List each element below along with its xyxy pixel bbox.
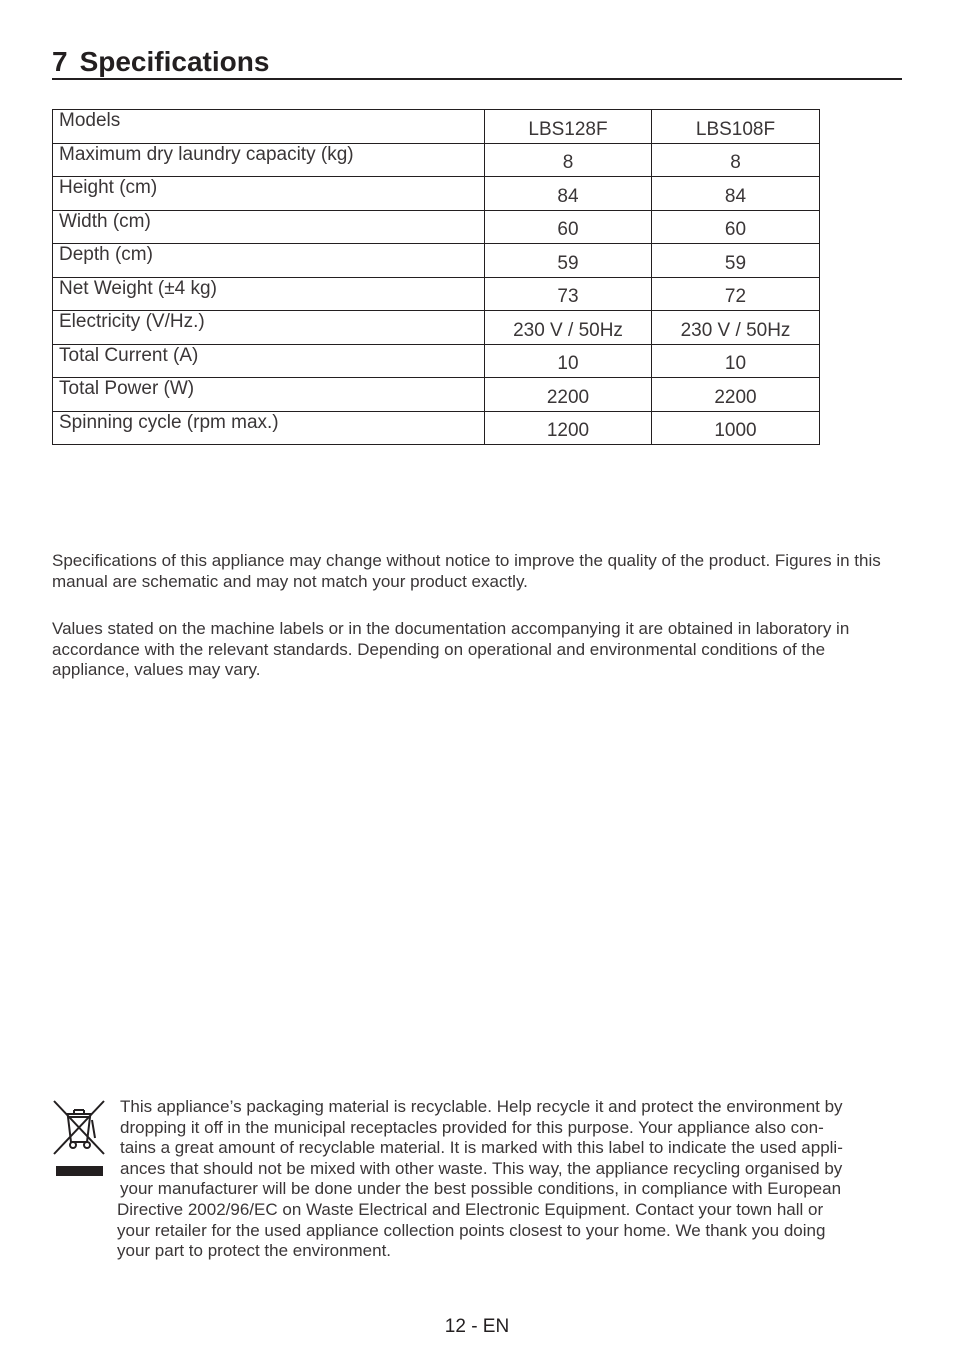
- page-number: 12 - EN: [444, 1316, 510, 1337]
- recycling-line: dropping it off in the municipal receptacles provided for this purpose. Your appliance also con-: [120, 1117, 824, 1137]
- section-heading: [52, 44, 902, 80]
- row-value: 2200: [485, 378, 652, 412]
- recycling-line: your part to protect the environment.: [117, 1241, 392, 1261]
- row-label: Maximum dry laundry capacity (kg): [53, 143, 485, 177]
- table-header-row: [53, 110, 820, 144]
- row-label: Height (cm): [53, 177, 485, 211]
- standards-paragraph: Values stated on the machine labels or in the documentation accompanying it are obtained in laboratory in accordance with the relevant standards. Depending on operational and environmental conditions of the appliance, values may vary.: [52, 619, 850, 679]
- row-value: 230 V / 50Hz: [652, 311, 820, 345]
- row-value: 84: [485, 177, 652, 211]
- row-value: 2200: [652, 378, 820, 412]
- table-row: [53, 244, 820, 278]
- table-row: [53, 177, 820, 211]
- notice-paragraph: Specifications of this appliance may change without notice to improve the quality of the product. Figures in this manual are schematic and may not match your product exactly.: [52, 551, 881, 591]
- row-value: 1000: [652, 411, 820, 445]
- row-label: Total Power (W): [53, 378, 485, 412]
- row-label: Total Current (A): [53, 344, 485, 378]
- row-label: Spinning cycle (rpm max.): [53, 411, 485, 445]
- row-label: Electricity (V/Hz.): [53, 311, 485, 345]
- specifications-table: [52, 109, 820, 445]
- row-value: 60: [485, 210, 652, 244]
- section-title: Specifications: [79, 46, 270, 77]
- recycling-line: your manufacturer will be done under the best possible conditions, in compliance with European: [120, 1179, 842, 1199]
- row-label: Width (cm): [53, 210, 485, 244]
- recycling-line: your retailer for the used appliance collection points closest to your home. We thank you doing: [117, 1220, 826, 1240]
- table-row: [53, 344, 820, 378]
- row-value: 60: [652, 210, 820, 244]
- recycling-line: ances that should not be mixed with other waste. This way, the appliance recycling organised by: [120, 1158, 843, 1178]
- table-row: [53, 210, 820, 244]
- row-label: Depth (cm): [53, 244, 485, 278]
- row-value: 59: [485, 244, 652, 278]
- row-value: 8: [652, 143, 820, 177]
- row-value: 72: [652, 277, 820, 311]
- table-row: [53, 411, 820, 445]
- row-value: 1200: [485, 411, 652, 445]
- table-row: [53, 143, 820, 177]
- row-label: Net Weight (±4 kg): [53, 277, 485, 311]
- table-row: [53, 378, 820, 412]
- section-number: 7: [52, 46, 68, 77]
- table-row: [53, 311, 820, 345]
- crossed-out-wheelie-bin-icon: [52, 1098, 106, 1180]
- row-value: 84: [652, 177, 820, 211]
- recycling-line: tains a great amount of recyclable material. It is marked with this label to indicate the used appli-: [120, 1138, 843, 1158]
- row-value: 10: [485, 344, 652, 378]
- model-name-2: LBS108F: [652, 110, 820, 144]
- row-value: 230 V / 50Hz: [485, 311, 652, 345]
- row-value: 59: [652, 244, 820, 278]
- recycling-note: [117, 1097, 902, 1262]
- models-label: Models: [53, 110, 485, 144]
- row-value: 8: [485, 143, 652, 177]
- row-value: 73: [485, 277, 652, 311]
- row-value: 10: [652, 344, 820, 378]
- table-row: [53, 277, 820, 311]
- model-name-1: LBS128F: [485, 110, 652, 144]
- recycling-line: This appliance’s packaging material is recyclable. Help recycle it and protect the environment by: [120, 1097, 843, 1116]
- recycling-line: Directive 2002/96/EC on Waste Electrical and Electronic Equipment. Contact your town hall or: [117, 1199, 824, 1219]
